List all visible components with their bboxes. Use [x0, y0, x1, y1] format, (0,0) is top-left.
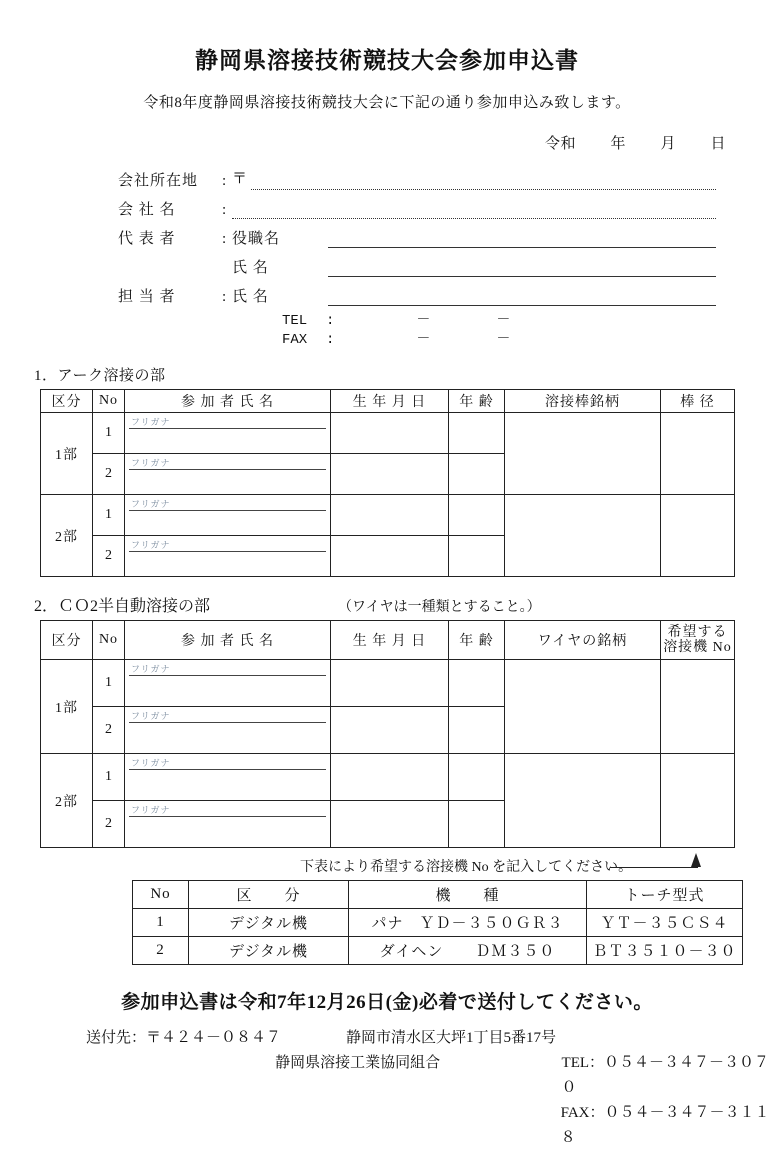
company-address-input[interactable]: [251, 173, 716, 190]
section2-note: （ワイヤは一種類とすること。）: [338, 600, 541, 615]
name-rule: [129, 428, 326, 429]
row-no: 1: [93, 660, 125, 707]
machine-row-kishu: パナ ＹＤ－３５０ＧＲ３: [349, 909, 587, 937]
pointer-arrow-icon: [691, 853, 701, 867]
company-name-input[interactable]: [232, 202, 716, 219]
machine-instruction-text: 下表により希望する溶接機 No を記入してください。: [300, 860, 633, 875]
cell-rod-brand[interactable]: [505, 495, 661, 577]
name-rule: [129, 769, 326, 770]
furigana-label: フリガナ: [131, 711, 171, 721]
cell-birthdate[interactable]: [331, 454, 449, 495]
furigana-label: フリガナ: [131, 805, 171, 815]
machine-row-torch: ＢＴ３５１０－３０: [587, 937, 743, 965]
cell-desired-machine-no[interactable]: [661, 660, 735, 754]
organization-name: 静岡県溶接工業協同組合: [275, 1055, 441, 1071]
send-to-postal: 〒４２４－０８４７: [146, 1030, 282, 1046]
cell-participant-name[interactable]: [125, 454, 331, 495]
cell-participant-name[interactable]: [125, 754, 331, 801]
machine-header-torch: トーチ型式: [587, 881, 743, 909]
section2-heading-row: [34, 593, 774, 616]
machine-row-kishu: ダイヘン ＤＭ３５０: [349, 937, 587, 965]
organization-tel: TEL：０５４－３４７－３０７０: [561, 1055, 770, 1096]
name-rule: [129, 510, 326, 511]
section1-heading: 1．アーク溶接の部: [34, 368, 166, 384]
cell-rod-brand[interactable]: [505, 413, 661, 495]
cell-age[interactable]: [449, 454, 505, 495]
representative-name-label: 氏 名: [232, 260, 269, 276]
contact-name-label: 氏 名: [232, 289, 269, 305]
organization-fax: FAX：０５４－３４７－３１１８: [560, 1105, 770, 1146]
field-company-address: [118, 161, 774, 190]
machine-row-kubun: デジタル機: [189, 937, 349, 965]
machine-header-kishu: 機 種: [349, 881, 587, 909]
cell-age[interactable]: [449, 707, 505, 754]
tel-dash-1: －: [416, 313, 431, 329]
field-representative-post: [118, 219, 774, 248]
furigana-label: フリガナ: [131, 664, 171, 674]
machine-row-no: 2: [133, 937, 189, 965]
header-birthdate: 生 年 月 日: [331, 621, 449, 660]
header-age: 年 齢: [449, 621, 505, 660]
field-company-name: [118, 190, 774, 219]
field-representative-name: [118, 248, 774, 277]
header-kubun: 区分: [41, 621, 93, 660]
organization-row: [86, 1051, 774, 1101]
header-no: No: [93, 390, 125, 413]
cell-participant-name[interactable]: [125, 660, 331, 707]
group-label-2: 2部: [41, 495, 93, 577]
name-rule: [129, 675, 326, 676]
header-desired-machine-line2: 溶接機 No: [663, 640, 732, 655]
table-row: [41, 495, 735, 536]
tel-dash-2: －: [496, 313, 511, 329]
header-rod-diameter: 棒 径: [661, 390, 735, 413]
table-row: [133, 909, 743, 937]
machine-header-no: No: [133, 881, 189, 909]
page-subtitle: 令和8年度静岡県溶接技術競技大会に下記の通り参加申込み致します。: [143, 95, 631, 111]
document-page: [0, 42, 774, 1146]
header-desired-machine-no: [661, 621, 735, 660]
group-label-1: 1部: [41, 660, 93, 754]
fax-row: [282, 331, 774, 350]
representative-post-label: 役職名: [232, 231, 281, 247]
deadline-note: 参加申込書は令和7年12月26日(金)必着で送付してください。: [121, 992, 653, 1013]
send-to-row: [86, 1026, 774, 1051]
company-name-label: 会 社 名: [118, 202, 176, 218]
contact-phone-block: [0, 312, 774, 350]
header-participant-name: 参 加 者 氏 名: [125, 390, 331, 413]
fax-label: FAX: [282, 332, 308, 348]
postal-mark: 〒: [232, 171, 248, 187]
header-no: No: [93, 621, 125, 660]
fax-dash-1: －: [416, 332, 431, 348]
header-desired-machine-line1: 希望する: [667, 625, 728, 640]
company-address-colon: :: [222, 173, 227, 189]
group-label-2: 2部: [41, 754, 93, 848]
header-wire-brand: ワイヤの銘柄: [505, 621, 661, 660]
fax-dash-2: －: [496, 332, 511, 348]
cell-birthdate[interactable]: [331, 536, 449, 577]
representative-colon: :: [222, 231, 227, 247]
header-rod-brand: 溶接棒銘柄: [505, 390, 661, 413]
table-row: [41, 660, 735, 707]
table-row: [41, 754, 735, 801]
tel-row: [282, 312, 774, 331]
cell-birthdate[interactable]: [331, 754, 449, 801]
table-header-row: [41, 390, 735, 413]
name-rule: [129, 722, 326, 723]
contact-name-input[interactable]: [328, 289, 716, 306]
cell-participant-name[interactable]: [125, 536, 331, 577]
date-day-label: 日: [710, 136, 726, 152]
furigana-label: フリガナ: [131, 417, 171, 427]
cell-birthdate[interactable]: [331, 495, 449, 536]
send-to-address: 静岡市清水区大坪1丁目5番17号: [346, 1030, 557, 1046]
arc-welding-table: [40, 389, 735, 577]
table-row: [133, 937, 743, 965]
cell-participant-name[interactable]: [125, 801, 331, 848]
field-contact-name: [118, 277, 774, 306]
machine-table: [132, 880, 743, 965]
cell-age[interactable]: [449, 495, 505, 536]
machine-header-kubun: 区 分: [189, 881, 349, 909]
contact-label: 担 当 者: [118, 289, 176, 305]
furigana-label: フリガナ: [131, 758, 171, 768]
cell-participant-name[interactable]: [125, 707, 331, 754]
fax-colon: :: [326, 332, 335, 348]
cell-participant-name[interactable]: [125, 495, 331, 536]
cell-desired-machine-no[interactable]: [661, 754, 735, 848]
section2-heading: 2．ＣＯ2半自動溶接の部: [34, 598, 211, 615]
row-no: 2: [93, 454, 125, 495]
machine-row-kubun: デジタル機: [189, 909, 349, 937]
furigana-label: フリガナ: [131, 458, 171, 468]
tel-colon: :: [326, 313, 335, 329]
row-no: 2: [93, 707, 125, 754]
row-no: 1: [93, 754, 125, 801]
cell-age[interactable]: [449, 754, 505, 801]
cell-birthdate[interactable]: [331, 801, 449, 848]
company-name-colon: :: [222, 202, 227, 218]
contact-colon: :: [222, 289, 227, 305]
date-era: 令和: [544, 136, 576, 152]
cell-birthdate[interactable]: [331, 707, 449, 754]
table-row: [41, 413, 735, 454]
name-rule: [129, 551, 326, 552]
cell-birthdate[interactable]: [331, 660, 449, 707]
representative-post-input[interactable]: [328, 231, 716, 248]
cell-age[interactable]: [449, 536, 505, 577]
cell-birthdate[interactable]: [331, 413, 449, 454]
header-birthdate: 生 年 月 日: [331, 390, 449, 413]
cell-rod-diameter[interactable]: [661, 495, 735, 577]
cell-wire-brand[interactable]: [505, 660, 661, 754]
pointer-line: [610, 867, 698, 868]
co2-welding-table: [40, 620, 735, 848]
name-rule: [129, 469, 326, 470]
tel-label: TEL: [282, 313, 308, 329]
table-header-row: [41, 621, 735, 660]
representative-name-input[interactable]: [328, 260, 716, 277]
row-no: 1: [93, 413, 125, 454]
date-year-label: 年: [610, 136, 626, 152]
furigana-label: フリガナ: [131, 499, 171, 509]
header-participant-name: 参 加 者 氏 名: [125, 621, 331, 660]
name-rule: [129, 816, 326, 817]
header-age: 年 齢: [449, 390, 505, 413]
table-header-row: [133, 881, 743, 909]
form-fields: [0, 161, 774, 306]
date-month-label: 月: [660, 136, 676, 152]
date-line: [0, 132, 774, 153]
machine-row-no: 1: [133, 909, 189, 937]
row-no: 2: [93, 536, 125, 577]
row-no: 2: [93, 801, 125, 848]
company-address-label: 会社所在地: [118, 173, 199, 189]
send-to-label: 送付先：: [86, 1030, 147, 1046]
cell-rod-diameter[interactable]: [661, 413, 735, 495]
machine-instruction: [0, 856, 774, 878]
cell-participant-name[interactable]: [125, 413, 331, 454]
cell-age[interactable]: [449, 801, 505, 848]
representative-label: 代 表 者: [118, 231, 176, 247]
furigana-label: フリガナ: [131, 540, 171, 550]
machine-row-torch: ＹＴ－３５ＣＳ４: [587, 909, 743, 937]
row-no: 1: [93, 495, 125, 536]
cell-age[interactable]: [449, 660, 505, 707]
cell-age[interactable]: [449, 413, 505, 454]
fax-row-footer: [86, 1101, 774, 1151]
header-kubun: 区分: [41, 390, 93, 413]
cell-wire-brand[interactable]: [505, 754, 661, 848]
group-label-1: 1部: [41, 413, 93, 495]
page-title: 静岡県溶接技術競技大会参加申込書: [195, 48, 579, 73]
